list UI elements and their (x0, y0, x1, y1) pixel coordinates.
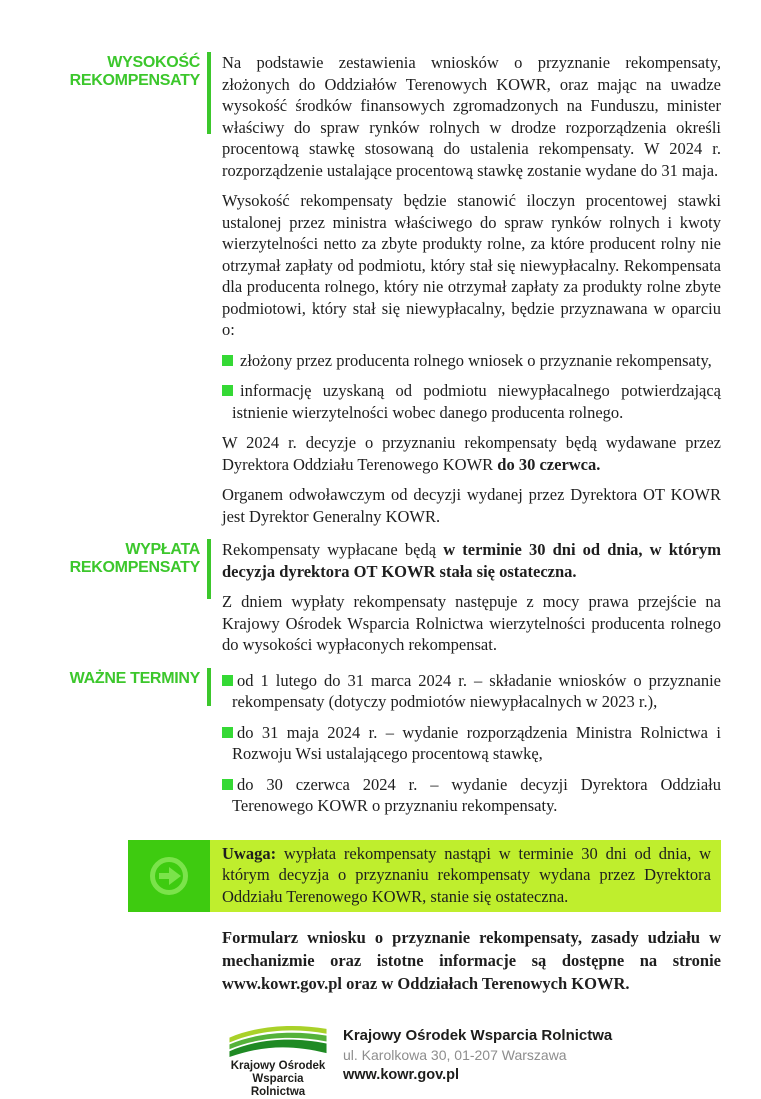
section-wazne-terminy (60, 668, 721, 826)
heading-line: WYPŁATA (125, 541, 200, 558)
bar-column (200, 539, 222, 656)
list-item-text: złożony przez producenta rolnego wniosek o przyznanie rekompensaty, (240, 350, 712, 370)
kowr-logo-waves-icon (228, 1025, 328, 1058)
section-content (222, 668, 721, 826)
section-wysokosc-rekompensaty (60, 52, 721, 527)
heading-line: WYSOKOŚĆ (107, 54, 200, 71)
logo-caption-line: Krajowy Ośrodek (230, 1060, 326, 1072)
notice-box (128, 840, 721, 913)
paragraph-termin-wyplaty: Rekompensaty wypłacane będą w terminie 30 dni od dnia, w którym decyzja dyrektora OT KOWR stała się ostateczna. (222, 540, 721, 581)
logo-caption-line: Wsparcia Rolnictwa (250, 1072, 306, 1098)
list-item-text: informację uzyskaną od podmiotu niewypłacalnego potwierdzającą istnienie wierzytelności wobec danego producenta rolnego. (232, 381, 721, 422)
section-label (60, 539, 200, 578)
section-heading-terminy (60, 668, 200, 688)
list-item (222, 774, 721, 817)
heading-accent-bar (207, 52, 211, 134)
heading-line: REKOMPENSATY (69, 559, 200, 577)
notice-text: Uwaga: wypłata rekompensaty nastąpi w terminie 30 dni od dnia, w którym decyzja o przyznaniu rekompensaty wydana przez Dyrektora Oddziału Terenowego KOWR, stanie się ostateczna. (210, 840, 721, 913)
notice-icon-cell (128, 840, 210, 913)
website-link[interactable]: www.kowr.gov.pl (343, 1067, 460, 1083)
list-item (222, 670, 721, 713)
footer-contact-block (343, 1025, 612, 1083)
heading-accent-bar (207, 668, 211, 706)
bullet-square-icon (222, 727, 233, 738)
paragraph-decyzje: W 2024 r. decyzje o przyznaniu rekompensaty będą wydawane przez Dyrektora Oddziału Terenowego KOWR do 30 czerwca. (222, 433, 721, 474)
organization-name: Krajowy Ośrodek Wsparcia Rolnictwa (343, 1027, 613, 1044)
list-item (222, 350, 721, 372)
paragraph-odwolanie: Organem odwoławczym od decyzji wydanej przez Dyrektora OT KOWR jest Dyrektor Generalny KOWR. (222, 485, 721, 526)
list-item-text: od 1 lutego do 31 marca 2024 r. – składanie wniosków o przyznanie rekompensaty (dotyczy podmiotów niewypłacalnych w 2023 r.), (232, 670, 721, 711)
bar-column (200, 52, 222, 527)
list-item (222, 380, 721, 423)
organization-address: ul. Karolkowa 30, 01-207 Warszawa (343, 1047, 567, 1063)
section-label (60, 668, 200, 688)
bar-column (200, 668, 222, 826)
bullet-square-icon (222, 355, 233, 366)
heading-line: REKOMPENSATY (69, 72, 200, 90)
list-item-text: do 31 maja 2024 r. – wydanie rozporządzenia Ministra Rolnictwa i Rozwoju Wsi ustalającego procentową stawkę, (232, 722, 721, 763)
paragraph-podstawa: Na podstawie zestawienia wniosków o przyznanie rekompensaty, złożonych do Oddziałów Terenowych KOWR, oraz mając na uwadze wysokość środków finansowych zgromadzonych na Funduszu, minister właściwy do spraw rynków rolnych w drodze rozporządzenia określi procentową stawkę stosowaną do ustalenia rekompensaty. W 2024 r. rozporządzenie ustalające procentową stawkę zostanie wydane do 31 maja. (222, 53, 721, 180)
section-heading-wyplata (60, 539, 200, 578)
bullet-square-icon (222, 385, 233, 396)
paragraph-przejscie-wierzytelnosci: Z dniem wypłaty rekompensaty następuje z mocy prawa przejście na Krajowy Ośrodek Wsparcia Rolnictwa wierzytelności producenta rolnego do wysokości wypłaconych rekompensat. (222, 592, 721, 654)
list-item-text: do 30 czerwca 2024 r. – wydanie decyzji Dyrektora Oddziału Terenowego KOWR o przyznaniu rekompensaty. (232, 774, 721, 815)
closing-paragraph: Formularz wniosku o przyznanie rekompensaty, zasady udziału w mechanizmie oraz istotne informacje są dostępne na stronie www.kowr.gov.pl oraz w Oddziałach Terenowych KOWR. (222, 928, 721, 993)
paragraph-wysokosc: Wysokość rekompensaty będzie stanowić iloczyn procentowej stawki ustalonej przez ministra właściwego do spraw rynków rolnych i kwoty wierzytelności netto za zbyte produkty rolne, za które producent rolny nie otrzymał zapłaty od podmiotu, który stał się niewypłacalny. Rekompensata dla producenta rolnego, który nie otrzymał zapłaty za produkty rolne zbyte podmiotowi, który stał się niewypłacalny, będzie przyznawana w oparciu o: (222, 191, 721, 339)
section-content (222, 539, 721, 656)
list-item (222, 722, 721, 765)
heading-accent-bar (207, 539, 211, 599)
kowr-logo (225, 1025, 331, 1099)
bullet-square-icon (222, 779, 233, 790)
section-wyplata-rekompensaty (60, 539, 721, 656)
section-heading-wysokosc (60, 52, 200, 91)
section-label (60, 52, 200, 91)
footer (225, 1025, 721, 1099)
deadline-list (222, 670, 721, 817)
heading-line: WAŻNE TERMINY (69, 669, 200, 687)
section-content (222, 52, 721, 527)
bullet-square-icon (222, 675, 233, 686)
euro-arrow-icon (146, 853, 192, 899)
logo-caption (225, 1060, 331, 1099)
bullet-list-oparcie (222, 350, 721, 424)
